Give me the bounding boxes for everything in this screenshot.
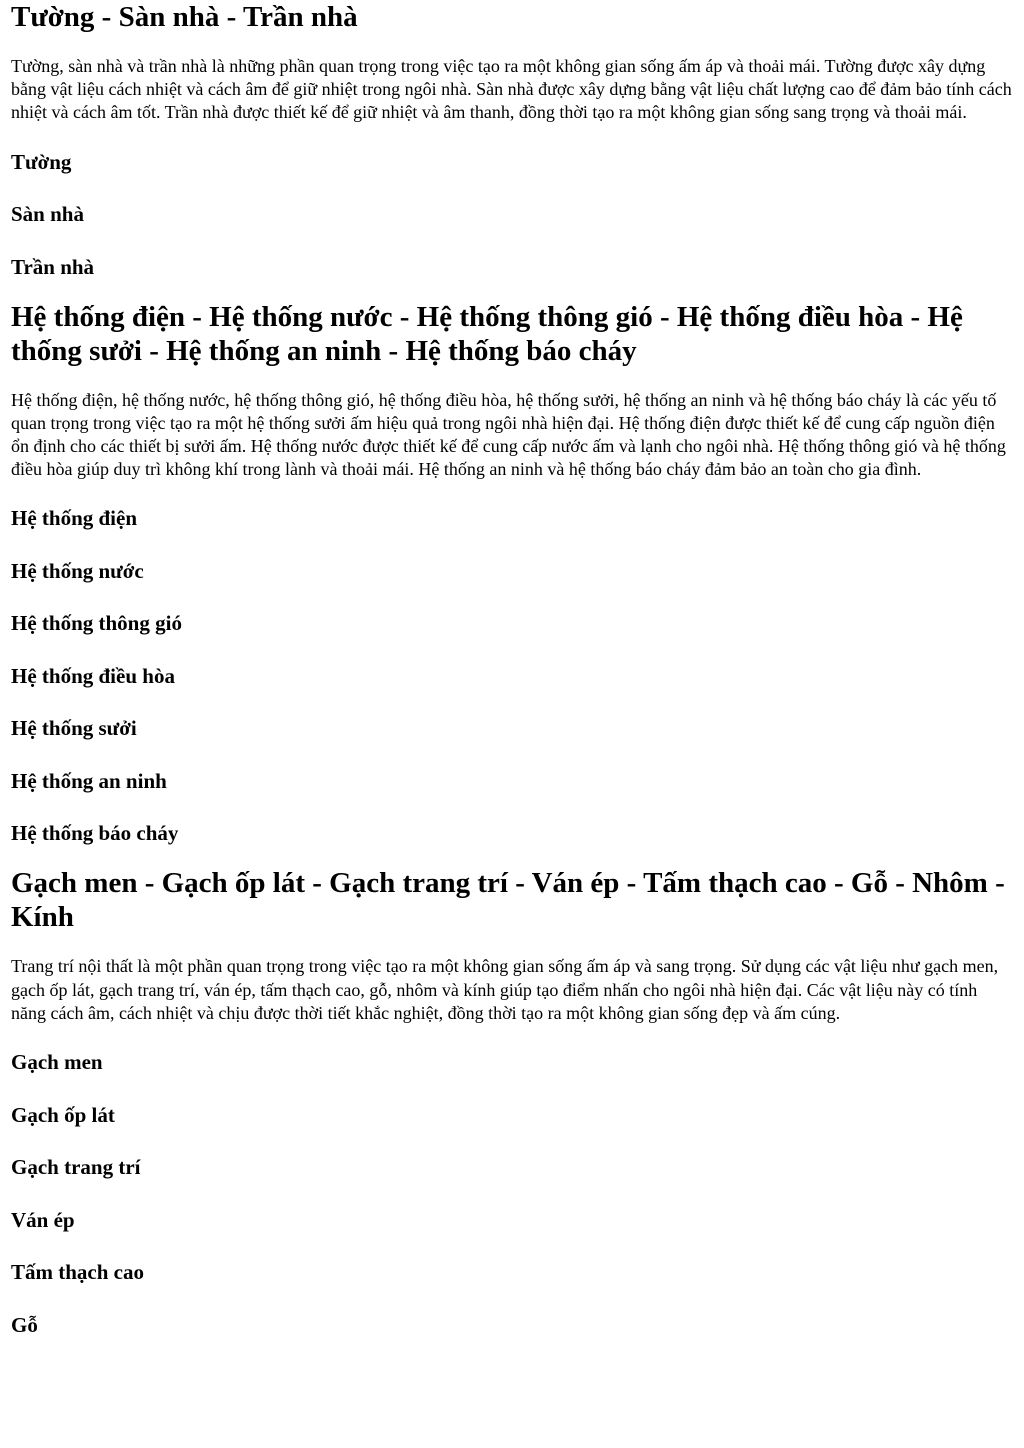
subheading-gach-op-lat: Gạch ốp lát [11,1102,115,1127]
section-heading: Hệ thống điện - Hệ thống nước - Hệ thống thông gió - Hệ thống điều hòa - Hệ thống sưởi - Hệ thống an ninh - Hệ thống báo cháy [11,300,963,367]
section-home-systems [11,300,1016,847]
subheading-san-nha: Sàn nhà [11,202,84,227]
section-heading: Gạch men - Gạch ốp lát - Gạch trang trí - Ván ép - Tấm thạch cao - Gỗ - Nhôm - Kính [11,867,1005,934]
subheading-he-thong-thong-gio: Hệ thống thông gió [11,611,182,636]
subheading-tam-thach-cao: Tấm thạch cao [11,1260,144,1285]
subheading-he-thong-dieu-hoa: Hệ thống điều hòa [11,663,175,688]
subheading-go: Gỗ [11,1312,38,1337]
subheading-gach-men: Gạch men [11,1050,103,1075]
subheading-he-thong-an-ninh: Hệ thống an ninh [11,768,167,793]
section-walls-floor-ceiling [11,0,1016,280]
section-paragraph: Trang trí nội thất là một phần quan trọng trong việc tạo ra một không gian sống ấm áp và sang trọng. Sử dụng các vật liệu như gạch men, gạch ốp lát, gạch trang trí, ván ép, tấm thạch cao, gỗ, nhôm và kính giúp tạo điểm nhấn cho ngôi nhà hiện đại. Các vật liệu này có tính năng cách âm, cách nhiệt và chịu được thời tiết khắc nghiệt, đồng thời tạo ra một không gian sống đẹp và ấm cúng. [11,956,999,1023]
subheading-tuong: Tường [11,149,72,174]
section-materials [11,866,1016,1337]
subheading-he-thong-nuoc: Hệ thống nước [11,558,144,583]
subheading-he-thong-suoi: Hệ thống sưởi [11,716,137,741]
subheading-gach-trang-tri: Gạch trang trí [11,1155,141,1180]
section-paragraph: Hệ thống điện, hệ thống nước, hệ thống thông gió, hệ thống điều hòa, hệ thống sưởi, hệ thống an ninh và hệ thống báo cháy là các yếu tố quan trọng trong việc tạo ra một hệ thống sưởi ấm hiệu quả trong ngôi nhà hiện đại. Hệ thống điện được thiết kế để cung cấp nguồn điện ổn định cho các thiết bị sưởi ấm. Hệ thống nước được thiết kế để cung cấp nước ấm và lạnh cho ngôi nhà. Hệ thống thông gió và hệ thống điều hòa giúp duy trì không khí trong lành và thoải mái. Hệ thống an ninh và hệ thống báo cháy đảm bảo an toàn cho gia đình. [11,389,1006,480]
subheading-tran-nha: Trần nhà [11,254,95,279]
section-heading: Tường - Sàn nhà - Trần nhà [11,1,358,33]
subheading-van-ep: Ván ép [11,1207,75,1232]
subheading-he-thong-bao-chay: Hệ thống báo cháy [11,821,179,846]
subheading-he-thong-dien: Hệ thống điện [11,506,138,531]
section-paragraph: Tường, sàn nhà và trần nhà là những phần quan trọng trong việc tạo ra một không gian sống ấm áp và thoải mái. Tường được xây dựng bằng vật liệu cách nhiệt và cách âm để giữ nhiệt trong ngôi nhà. Sàn nhà được xây dựng bằng vật liệu chất lượng cao để đảm bảo tính cách nhiệt và cách âm tốt. Trần nhà được thiết kế để giữ nhiệt và âm thanh, đồng thời tạo ra một không gian sống sang trọng và thoải mái. [11,56,1012,123]
